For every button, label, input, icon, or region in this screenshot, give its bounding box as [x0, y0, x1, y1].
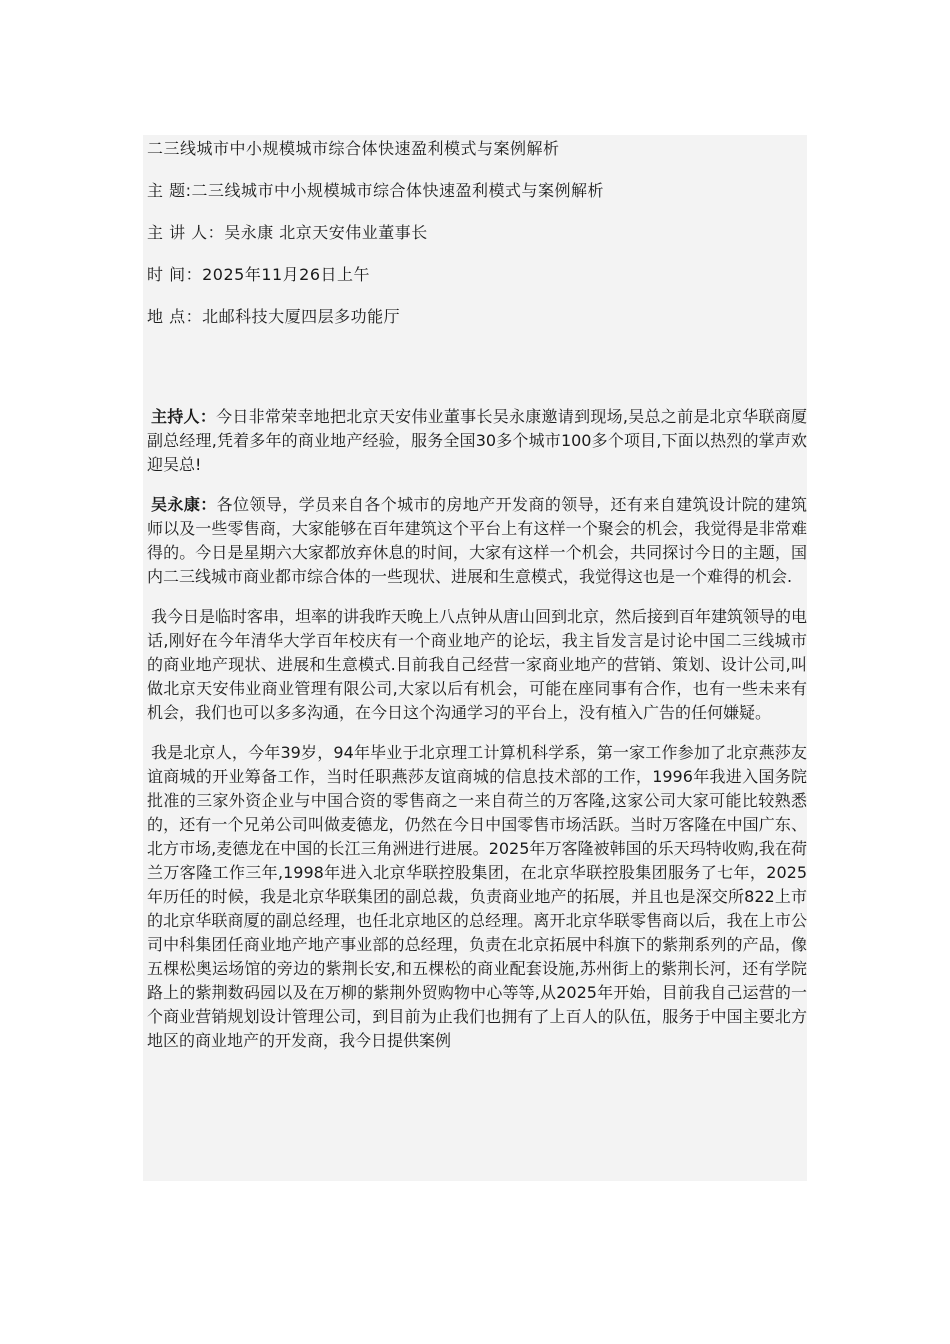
meta-time-label: 时 间： [147, 265, 203, 284]
meta-time-value: 2025年11月26日上午 [202, 265, 371, 284]
paragraph-host-intro [147, 405, 807, 477]
meta-time [147, 263, 370, 287]
paragraph-biography [147, 741, 807, 1053]
paragraph-speaker-opening [147, 493, 807, 589]
document-body [147, 405, 807, 1069]
meta-speaker-label: 主 讲 人： [147, 223, 225, 242]
paragraph-text: 各位领导，学员来自各个城市的房地产开发商的领导，还有来自建筑设计院的建筑师以及一些零售商，大家能够在百年建筑这个平台上有这样一个聚会的机会，我觉得是非常难得的。今日是星期六大家都放弃休息的时间，大家有这样一个机会，共同探讨今日的主题，国内二三线城市商业都市综合体的一些现状、进展和生意模式，我觉得这也是一个难得的机会. [147, 495, 807, 586]
meta-speaker-value: 吴永康 北京天安伟业董事长 [224, 223, 428, 242]
paragraph-text: 我是北京人，今年39岁，94年毕业于北京理工计算机科学系，第一家工作参加了北京燕莎友谊商城的开业筹备工作，当时任职燕莎友谊商城的信息技术部的工作，1996年我进入国务院批准的三家外资企业与中国合资的零售商之一来自荷兰的万客隆,这家公司大家可能比较熟悉的，还有一个兄弟公司叫做麦德龙，仍然在今日中国零售市场活跃。当时万客隆在中国广东、北方市场,麦德龙在中国的长江三角洲进行进展。2025年万客隆被韩国的乐天玛特收购,我在荷兰万客隆工作三年,1998年进入北京华联控股集团，在北京华联控股集团服务了七年，2025年历任的时候，我是北京华联集团的副总裁，负责商业地产的拓展，并且也是深交所822上市的北京华联商厦的副总经理，也任北京地区的总经理。离开北京华联零售商以后，我在上市公司中科集团任商业地产地产事业部的总经理，负责在北京拓展中科旗下的紫荆系列的产品，像五棵松奥运场馆的旁边的紫荆长安,和五棵松的商业配套设施,苏州街上的紫荆长河，还有学院路上的紫荆数码园以及在万柳的紫荆外贸购物中心等等,从2025年开始，目前我自己运营的一个商业营销规划设计管理公司，到目前为止我们也拥有了上百人的队伍，服务于中国主要北方地区的商业地产的开发商，我今日提供案例 [147, 743, 807, 1050]
meta-location [147, 305, 400, 329]
speaker-label: 吴永康： [151, 495, 217, 514]
meta-speaker [147, 221, 428, 245]
speaker-label: 主持人： [151, 407, 217, 426]
paragraph-text: 今日非常荣幸地把北京天安伟业董事长吴永康邀请到现场,吴总之前是北京华联商厦副总经理,凭着多年的商业地产经验，服务全国30多个城市100多个项目,下面以热烈的掌声欢迎吴总! [147, 407, 807, 474]
paragraph-background [147, 605, 807, 725]
meta-location-value: 北邮科技大厦四层多功能厅 [202, 307, 401, 326]
meta-topic-value: 二三线城市中小规模城市综合体快速盈利模式与案例解析 [191, 181, 604, 200]
paragraph-text: 我今日是临时客串，坦率的讲我昨天晚上八点钟从唐山回到北京，然后接到百年建筑领导的电话,刚好在今年清华大学百年校庆有一个商业地产的论坛，我主旨发言是讨论中国二三线城市的商业地产现状、进展和生意模式.目前我自己经营一家商业地产的营销、策划、设计公司,叫做北京天安伟业商业管理有限公司,大家以后有机会，可能在座同事有合作，也有一些未来有机会，我们也可以多多沟通，在今日这个沟通学习的平台上，没有植入广告的任何嫌疑。 [147, 607, 808, 722]
document-title: 二三线城市中小规模城市综合体快速盈利模式与案例解析 [147, 139, 560, 158]
meta-topic [147, 179, 604, 203]
meta-location-label: 地 点： [147, 307, 203, 326]
meta-topic-label: 主 题: [147, 181, 192, 200]
document-page [143, 135, 807, 1181]
